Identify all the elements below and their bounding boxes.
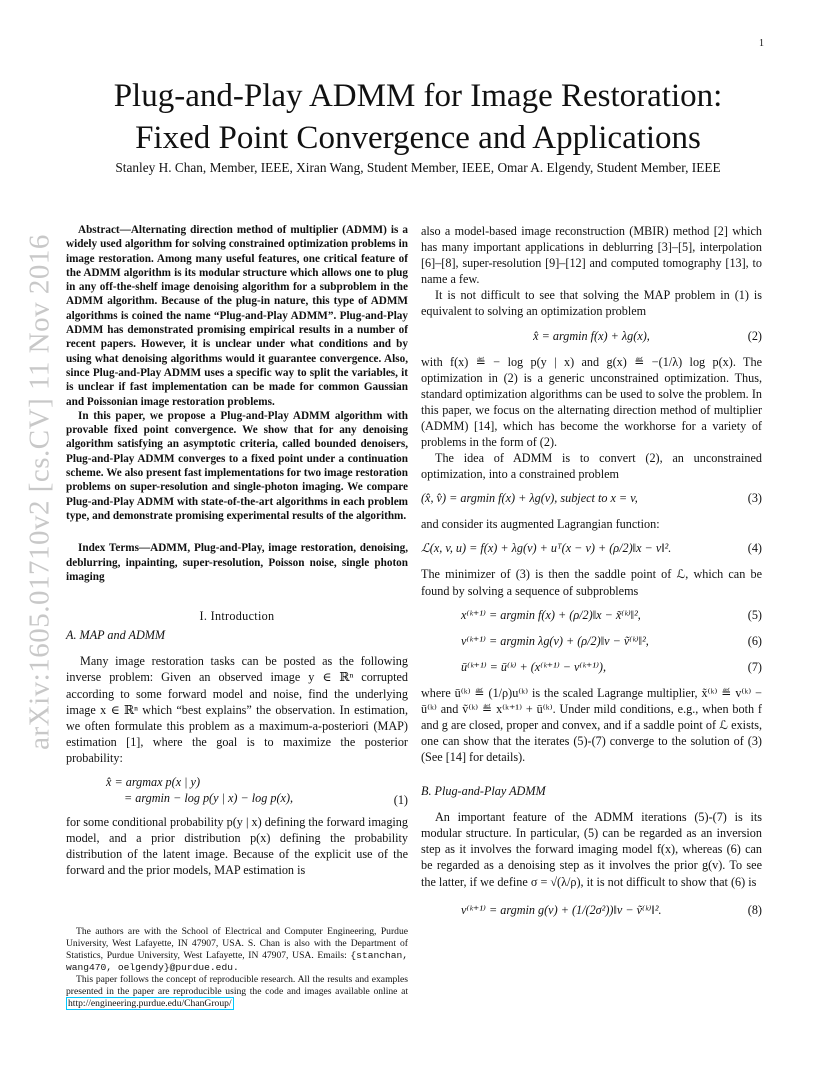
- equation-5-body: x⁽ᵏ⁺¹⁾ = argmin f(x) + (ρ/2)‖x − x̃⁽ᵏ⁾‖²,: [461, 607, 641, 622]
- section-heading-introduction: I. Introduction: [199, 609, 275, 624]
- arxiv-stamp-text: arXiv:1605.01710v2 [cs.CV] 11 Nov 2016: [23, 234, 56, 750]
- equation-1: [66, 774, 408, 806]
- footnote-affiliations: [66, 926, 408, 974]
- arxiv-stamp: [22, 234, 58, 750]
- equation-1-line-1: x̂ = argmax p(x | y): [106, 774, 201, 789]
- footnote-emails-label: Emails:: [317, 950, 351, 961]
- right-column: [421, 223, 762, 928]
- equation-6-body: v⁽ᵏ⁺¹⁾ = argmin λg(v) + (ρ/2)‖v − ṽ⁽ᵏ⁾‖²,: [461, 633, 649, 648]
- equation-6-number: (6): [747, 633, 762, 648]
- equation-7: [421, 659, 762, 677]
- equation-7-body: ū⁽ᵏ⁺¹⁾ = ū⁽ᵏ⁾ + (x⁽ᵏ⁺¹⁾ − v⁽ᵏ⁺¹⁾),: [461, 659, 607, 674]
- right-paragraph-1: also a model-based image reconstruction (MBIR) method [2] which has many important applications in deblurring [3]–[5], interpolation [6]–[8], super-resolution [9]–[12] and computed tomography [13], to name a few.: [421, 224, 762, 287]
- right-paragraph-4: The idea of ADMM is to convert (2), an unconstrained optimization, into a constrained problem: [421, 451, 762, 482]
- equation-2-number: (2): [747, 328, 762, 343]
- right-paragraph-7: where ū⁽ᵏ⁾ ≝ (1/ρ)u⁽ᵏ⁾ is the scaled Lagrange multiplier, x̃⁽ᵏ⁾ ≝ v⁽ᵏ⁾ − ū⁽ᵏ⁾ and ṽ⁽ᵏ⁾ ≝ x⁽ᵏ⁺¹⁾ + ū⁽ᵏ⁾. Under mild conditions, e.g., when both f and g are closed, proper and convex, and if a saddle point of ℒ exists, one can show that the iterates (5)-(7) converge to the solution of (3) (See [14] for details).: [421, 685, 762, 764]
- index-terms: Index Terms—ADMM, Plug-and-Play, image restoration, denoising, deblurring, inpainting, super-resolution, Poisson noise, single photon imaging: [66, 542, 408, 583]
- equation-8-number: (8): [747, 902, 762, 917]
- footnote-reproducible-text: This paper follows the concept of reproducible research. All the results and examples presented in the paper are reproducible using the code and images available online at: [66, 974, 408, 997]
- paper-title: [60, 75, 776, 159]
- footnote-affiliations-text: The authors are with the School of Electrical and Computer Engineering, Purdue University, West Lafayette, IN 47907, USA. S. Chan is also with the Department of Statistics, Purdue University, West Lafayette, IN 47907, USA.: [66, 926, 408, 961]
- page-number: 1: [759, 38, 764, 49]
- intro-paragraph-2: for some conditional probability p(y | x) defining the forward imaging model, and a prior distribution p(x) defining the probability distribution of the latent image. Because of the explicit use of the forward and the prior models, MAP estimation is: [66, 815, 408, 878]
- equation-5-number: (5): [747, 607, 762, 622]
- equation-2: [421, 328, 762, 346]
- right-paragraph-6: The minimizer of (3) is then the saddle point of ℒ, which can be found by solving a sequence of subproblems: [421, 567, 762, 598]
- equation-4-body: ℒ(x, v, u) = f(x) + λg(v) + uᵀ(x − v) + (ρ/2)‖x − v‖².: [421, 541, 672, 556]
- intro-paragraph-1: Many image restoration tasks can be posted as the following inverse problem: Given an observed image y ∈ ℝⁿ corrupted according to some forward model and noise, find the underlying image x ∈ ℝⁿ which “best explains” the observation. In estimation, we often formulate this problem as a maximum-a-posteriori (MAP) estimation [1], where the goal is to maximize the posterior probability:: [66, 654, 408, 765]
- equation-1-number: (1): [393, 792, 408, 807]
- left-column: [66, 223, 408, 879]
- right-paragraph-5: and consider its augmented Lagrangian function:: [421, 517, 660, 532]
- abstract-paragraph-1: Abstract—Alternating direction method of multiplier (ADMM) is a widely used algorithm for solving constrained optimization problems in image restoration. Among many useful features, one critical feature of the ADMM algorithm is its modular structure which allows one to plug in any off-the-shelf image denoising algorithm for a subproblem in the ADMM algorithm. Because of the plug-in nature, this type of ADMM algorithms is coined the name “Plug-and-Play ADMM”. Plug-and-Play ADMM has demonstrated promising empirical results in a number of recent papers. However, it is unclear under what conditions and by using what denoising algorithms would it guarantee convergence. Also, since Plug-and-Play ADMM uses a specific way to split the variables, it is unclear if fast implementation can be made for common Gaussian and Poissonian image restoration problems.: [66, 224, 408, 408]
- footnotes: [66, 926, 408, 1010]
- equation-3-number: (3): [747, 491, 762, 506]
- right-paragraph-8: An important feature of the ADMM iterations (5)-(7) is its modular structure. In particular, (5) can be regarded as an inversion step as it involves the forward imaging model f(x), whereas (6) can be regarded as a denoising step as it involves the prior g(v). To see the latter, if we define σ = √(λ/ρ), it is not difficult to show that (6) is: [421, 810, 762, 889]
- equation-1-line-2: = argmin − log p(y | x) − log p(x),: [124, 791, 294, 806]
- title-line-1: Plug-and-Play ADMM for Image Restoration:: [113, 78, 723, 114]
- subsection-heading-plug-and-play: B. Plug-and-Play ADMM: [421, 784, 546, 799]
- abstract-paragraph-2: In this paper, we propose a Plug-and-Play ADMM algorithm with provable fixed point convergence. We show that for any denoising algorithm satisfying an asymptotic criteria, called bounded denoisers, Plug-and-Play ADMM converges to a fixed point under a continuation scheme. We also present fast implementations for two image restoration problems on super-resolution and single-photon imaging. We compare Plug-and-Play ADMM with state-of-the-art algorithms in each problem type, and demonstrate promising experimental results of the algorithm.: [66, 409, 408, 522]
- equation-8: [421, 902, 762, 920]
- subsection-heading-map-admm: A. MAP and ADMM: [66, 628, 166, 643]
- chan-group-link[interactable]: http://engineering.purdue.edu/ChanGroup/: [68, 998, 232, 1009]
- title-line-2: Fixed Point Convergence and Applications: [135, 120, 701, 156]
- equation-3: [421, 490, 762, 508]
- footnote-emails: {stanchan, wang470, oelgendy}@purdue.edu.: [66, 950, 408, 973]
- footnote-reproducible: [66, 974, 408, 1010]
- equation-4: [421, 540, 762, 558]
- equation-5: [421, 607, 762, 625]
- equation-7-number: (7): [747, 659, 762, 674]
- right-paragraph-2: It is not difficult to see that solving the MAP problem in (1) is equivalent to solving an optimization problem: [421, 288, 762, 319]
- equation-3-body: (x̂, v̂) = argmin f(x) + λg(v), subject to x = v,: [421, 491, 638, 506]
- right-paragraph-3: with f(x) ≝ − log p(y | x) and g(x) ≝ −(1/λ) log p(x). The optimization in (2) is a generic unconstrained optimization. Thus, standard optimization algorithms can be used to solve the problem. In this paper, we focus on the alternating direction method of multiplier (ADMM) [14], which has become the workhorse for a variety of problems in the form of (2).: [421, 354, 762, 450]
- equation-6: [421, 633, 762, 651]
- author-list: Stanley H. Chan, Member, IEEE, Xiran Wang, Student Member, IEEE, Omar A. Elgendy, Student Member, IEEE: [115, 160, 721, 175]
- equation-2-body: x̂ = argmin f(x) + λg(x),: [533, 328, 650, 343]
- equation-4-number: (4): [747, 541, 762, 556]
- equation-8-body: v⁽ᵏ⁺¹⁾ = argmin g(v) + (1/(2σ²))‖v − ṽ⁽ᵏ⁾‖².: [461, 902, 662, 917]
